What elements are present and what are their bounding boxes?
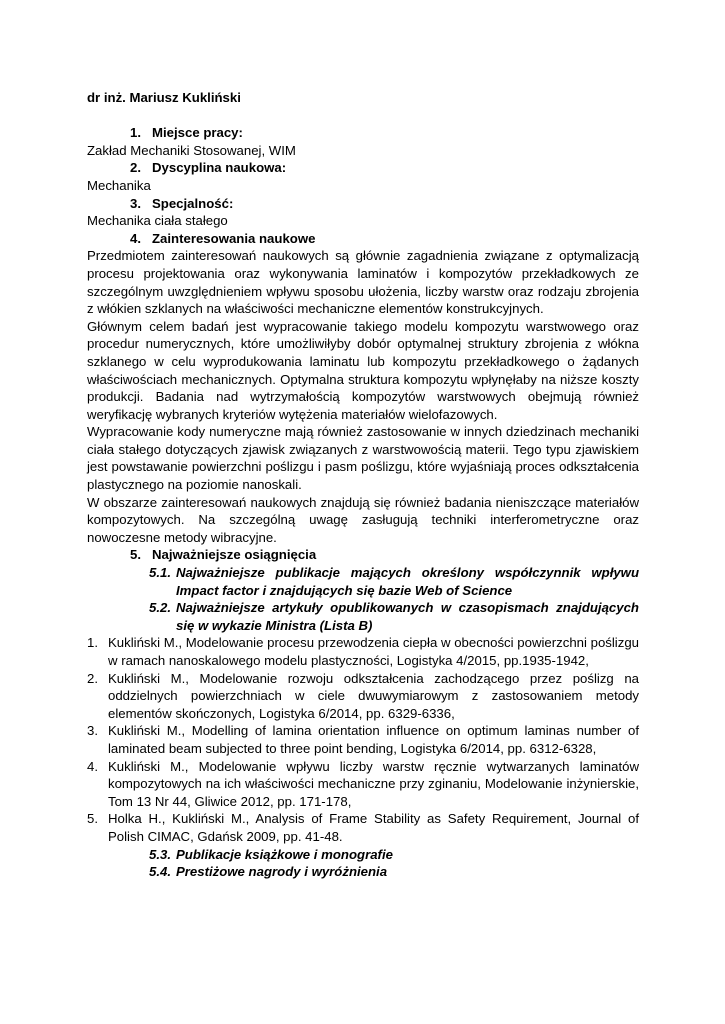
subsection-title: Publikacje książkowe i monografie (176, 846, 393, 862)
publication-number: 1. (87, 635, 98, 651)
section-title: Miejsce pracy: (152, 125, 243, 141)
subsection-number: 5.2. (149, 600, 171, 616)
document-content (87, 89, 639, 881)
section-heading (87, 124, 639, 142)
subsection-title: Najważniejsze artykuły opublikowanych w czasopismach znajdujących się w wykazie Ministra (Lista B) (176, 600, 639, 633)
publication-number: 3. (87, 723, 98, 739)
section-title: Dyscyplina naukowa: (152, 160, 287, 176)
publication-number: 2. (87, 670, 98, 686)
publication-text: Kukliński M., Modelowanie wpływu liczby warstw ręcznie wytwarzanych laminatów kompozytowych na ich właściwości mechaniczne przy zginaniu, Modelowanie inżynierskie, Tom 13 Nr 44, Gliwice 2012, pp. 171-178, (108, 758, 639, 809)
subsection-number: 5.4. (149, 864, 171, 880)
publication-number: 4. (87, 758, 98, 774)
section-number: 1. (130, 125, 141, 141)
section-number: 5. (130, 547, 141, 563)
interests-paragraph: W obszarze zainteresowań naukowych znajdują się również badania nieniszczące materiałów kompozytowych. Na szczególną uwagę zasługują techniki interferometryczne oraz nowoczesne metody wibracyjne. (87, 494, 639, 545)
section-number: 2. (130, 160, 141, 176)
subsection-heading (87, 863, 639, 881)
section-heading (87, 195, 639, 213)
publication-item (87, 758, 639, 811)
subsection-heading (87, 846, 639, 864)
publication-item (87, 634, 639, 669)
section-number: 3. (130, 195, 141, 211)
publication-list (87, 634, 639, 845)
publication-text: Kukliński M., Modelowanie procesu przewodzenia ciepła w obecności powierzchni poślizgu w ramach nanoskalowego modelu plastyczności, Logistyka 4/2015, pp.1935-1942, (108, 635, 639, 668)
subsection-heading (87, 599, 639, 634)
subsection-title: Najważniejsze publikacje mających określony współczynnik wpływu Impact factor i znajdujących się bazie Web of Science (176, 565, 639, 598)
section-title: Specjalność: (152, 195, 234, 211)
section-value: Mechanika ciała stałego (87, 213, 228, 229)
subsection-number: 5.1. (149, 565, 171, 581)
interests-paragraph: Głównym celem badań jest wypracowanie takiego modelu kompozytu warstwowego oraz procedur numerycznych, które umożliwiłyby dobór optymalnej struktury zbrojenia z włókna szklanego w celu wyprodukowania laminatu lub kompozytu przekładkowego o żądanych właściwościach mechanicznych. Optymalna struktura kompozytu wpłynęłaby na niższe koszty produkcji. Badania nad wytrzymałością kompozytów warstwowych obejmują również weryfikację wybranych kryteriów wytężenia materiałów wielofazowych. (87, 318, 639, 422)
section-title: Zainteresowania naukowe (152, 230, 316, 246)
section-title: Najważniejsze osiągnięcia (152, 547, 317, 563)
section-value: Zakład Mechaniki Stosowanej, WIM (87, 142, 296, 158)
interests-paragraph: Wypracowanie kody numeryczne mają również zastosowanie w innych dziedzinach mechaniki ciała stałego dotyczących zjawisk związanych z warstwowością materii. Tego typu zjawiskiem jest powstawanie powierzchni poślizgu i pasm poślizgu, które wyjaśniają proces odkształcenia plastycznego na poziomie nanoskali. (87, 424, 639, 493)
section-value: Mechanika (87, 177, 151, 193)
interests-paragraph: Przedmiotem zainteresowań naukowych są głównie zagadnienia związane z optymalizacją procesu projektowania oraz wykonywania laminatów i kompozytów przekładkowych ze szczególnym uwzględnieniem wpływu sposobu ułożenia, liczby warstw oraz rodzaju zbrojenia z włókien szklanych na właściwości mechaniczne elementów konstrukcyjnych. (87, 248, 639, 317)
section-number: 4. (130, 230, 141, 246)
subsection-heading (87, 564, 639, 599)
publication-text: Kukliński M., Modelowanie rozwoju odkształcenia zachodzącego przez poślizg na oddzielnych powierzchniach w ciele dwuwymiarowym z zastosowaniem metody elementów skończonych, Logistyka 6/2014, pp. 6329-6336, (108, 670, 639, 721)
publication-number: 5. (87, 811, 98, 827)
subsection-number: 5.3. (149, 846, 171, 862)
publication-item (87, 670, 639, 723)
publication-text: Holka H., Kukliński M., Analysis of Frame Stability as Safety Requirement, Journal of Polish CIMAC, Gdańsk 2009, pp. 41-48. (108, 811, 639, 844)
publication-item (87, 722, 639, 757)
section-heading (87, 230, 639, 248)
subsection-title: Prestiżowe nagrody i wyróżnienia (176, 864, 388, 880)
publication-item (87, 810, 639, 845)
section-heading (87, 159, 639, 177)
publication-text: Kukliński M., Modelling of lamina orientation influence on optimum laminas number of laminated beam subjected to three point bending, Logistyka 6/2014, pp. 6312-6328, (108, 723, 639, 756)
section-heading (87, 546, 639, 564)
author-name: dr inż. Mariusz Kukliński (87, 90, 241, 105)
